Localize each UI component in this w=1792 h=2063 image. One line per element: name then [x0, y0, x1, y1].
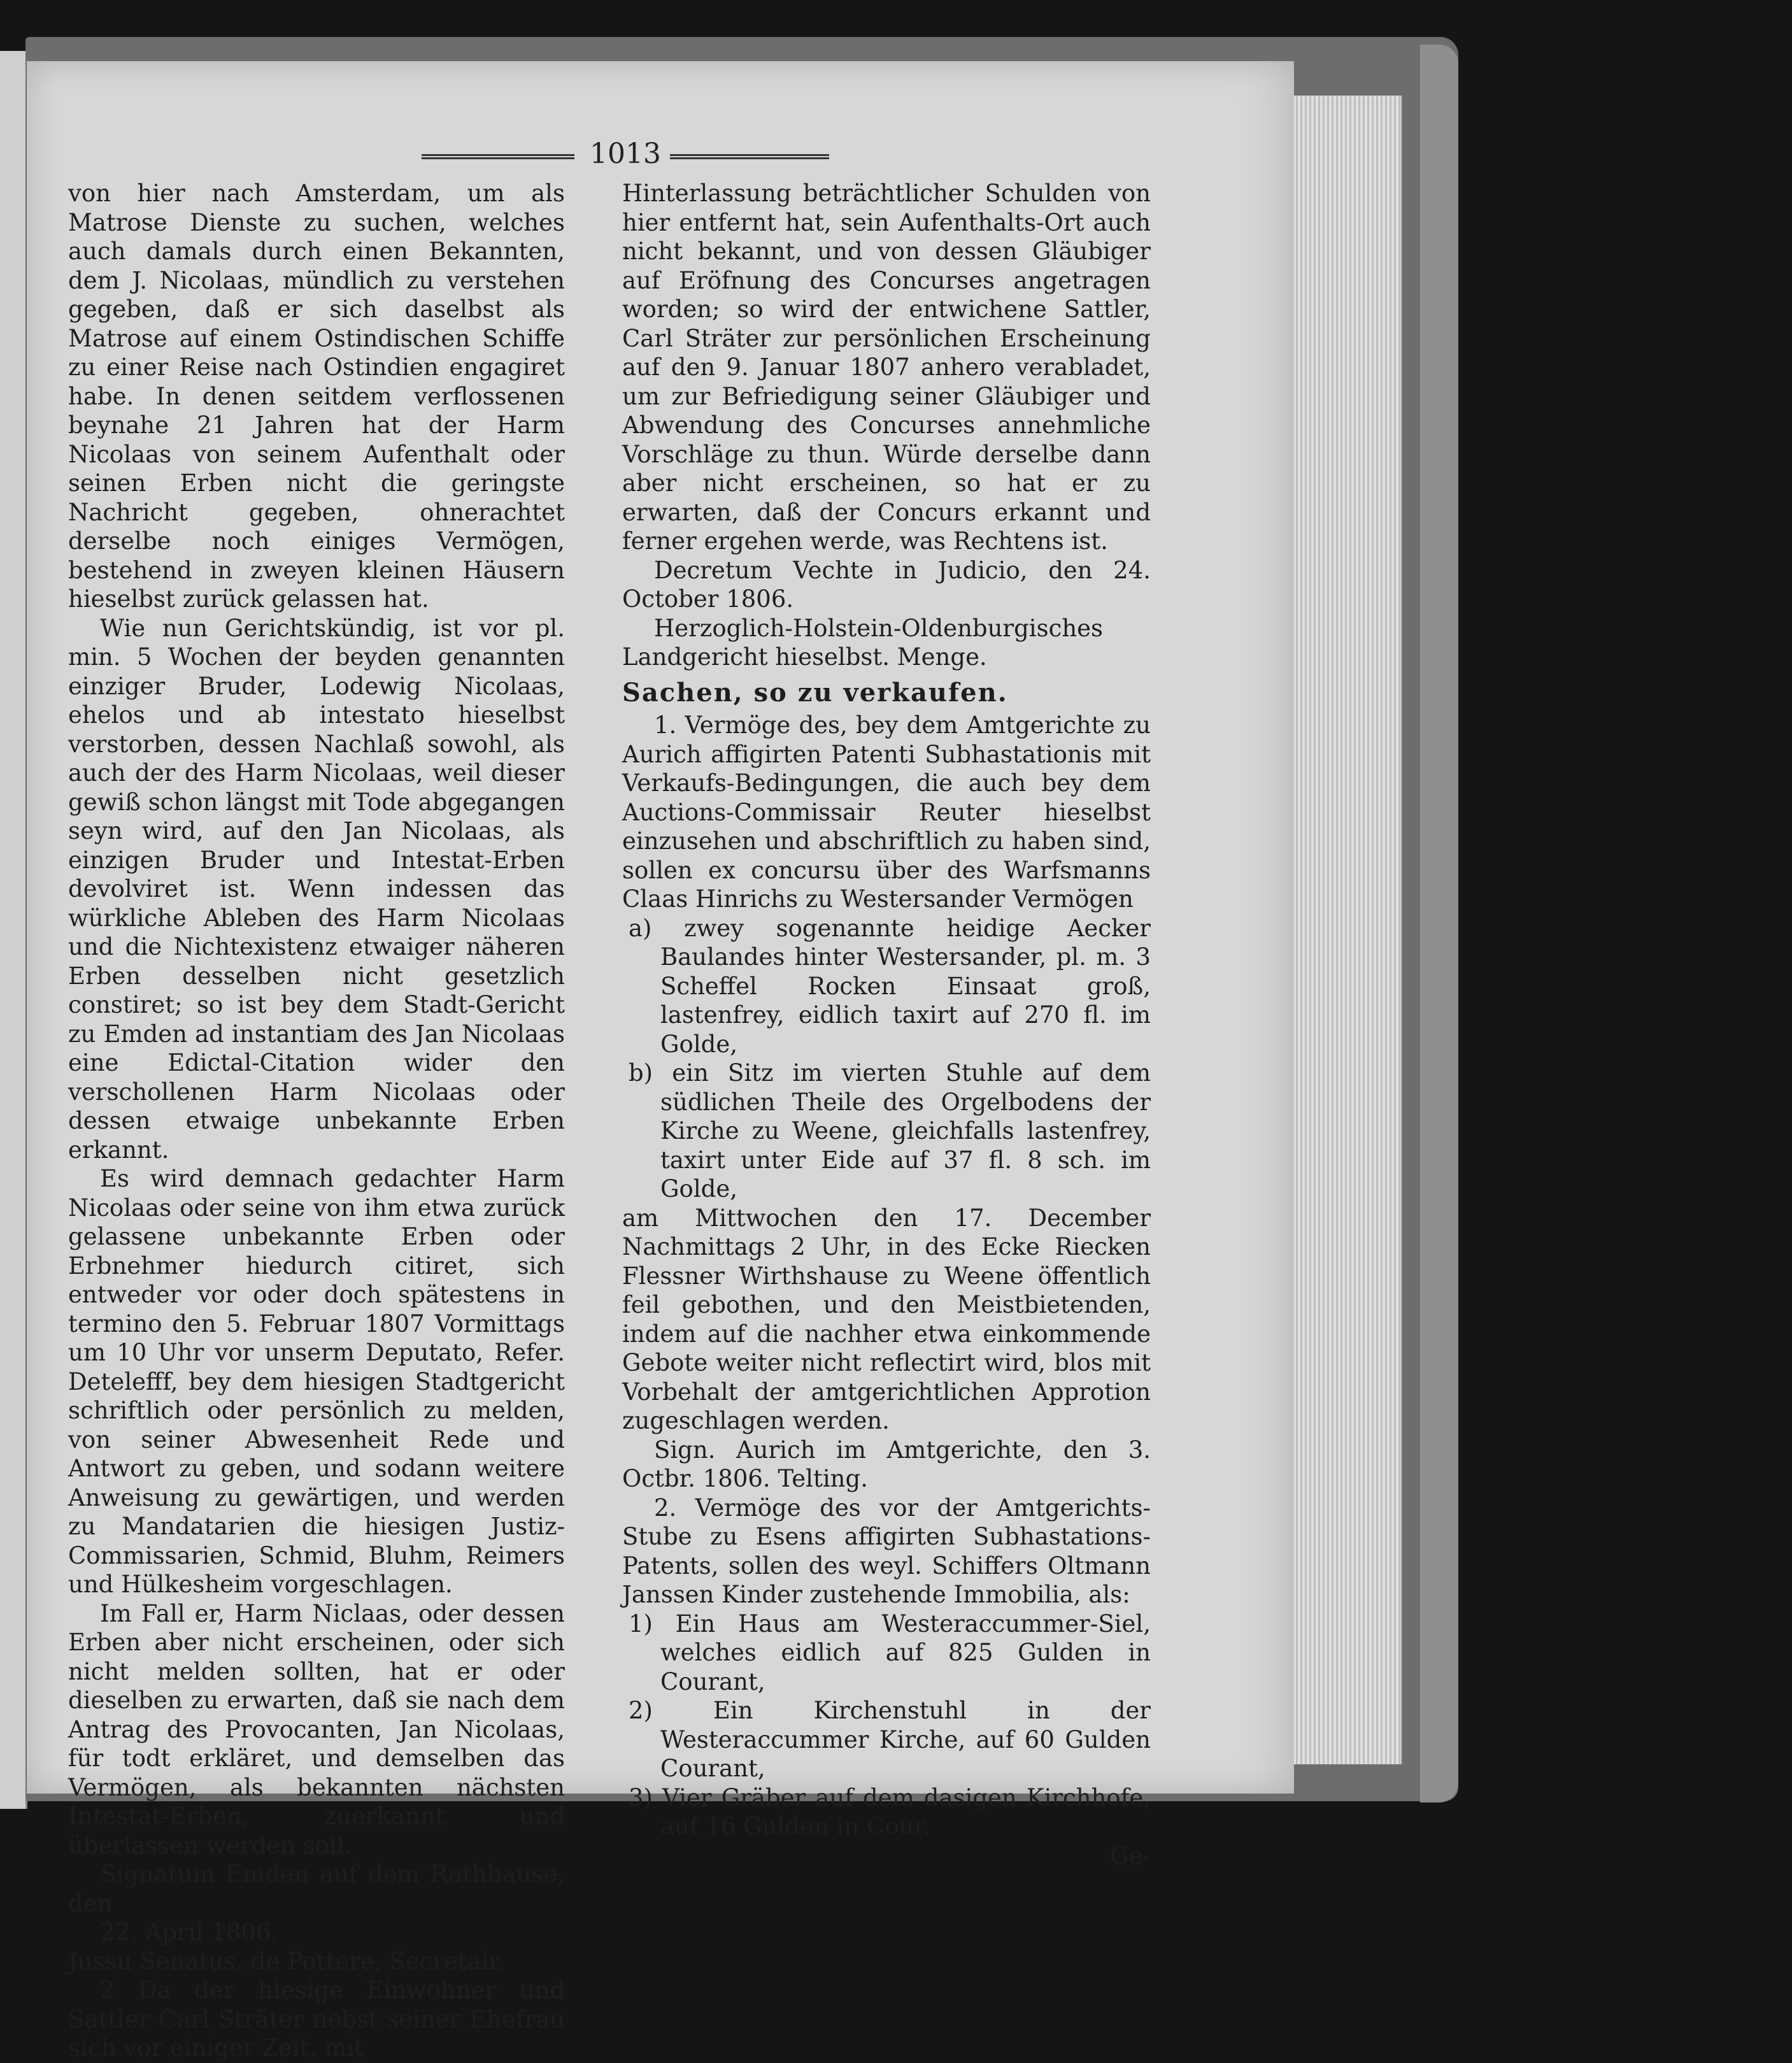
left-paragraph: Im Fall er, Harm Niclaas, oder dessen Erben aber nicht erscheinen, oder sich nicht melden sollten, hat er oder dieselben zu erwarten, daß sie nach dem Antrag des Provocanten, Jan Nicolaas, für todt erkläret, und demselben das Vermögen, als bekannten nächsten Intestat-Erben, zuerkannt und überlassen werden soll. — [68, 1599, 565, 1859]
header-rule-left — [422, 154, 574, 161]
left-paragraph: Signatum Emden auf dem Rathhause, den — [68, 1860, 565, 1917]
right-paragraph: 1. Vermöge des, bey dem Amtgerichte zu Aurich affigirten Patenti Subhastationis mit Verkaufs-Bedingungen, die auch bey dem Auctions-Commissair Reuter hieselbst einzusehen und abschriftlich zu haben sind, sollen ex concursu über des Warfsmanns Claas Hinrichs zu Westersander Vermögen — [622, 711, 1151, 913]
left-page-edge — [0, 51, 27, 1809]
right-paragraph: Hinterlassung beträchtlicher Schulden von hier entfernt hat, sein Aufenthalts-Ort auch nicht bekannt, und von dessen Gläubiger auf Eröfnung des Concurses angetragen worden; so wird der entwichene Sattler, Carl Sträter zur persönlichen Erscheinung auf den 9. Januar 1807 anhero verabladet, um zur Befriedigung seiner Gläubiger und Abwendung des Concurses annehmliche Vorschläge zu thun. Würde derselbe dann aber nicht erscheinen, so hat er zu erwarten, daß der Concurs erkannt und ferner ergehen werde, was Rechtens ist. — [622, 180, 1151, 555]
right-paragraph: 2) Ein Kirchenstuhl in der Westeraccummer Kirche, auf 60 Gulden Courant, — [629, 1697, 1151, 1782]
right-paragraph: Sachen, so zu verkaufen. — [622, 677, 1008, 708]
right-paragraph: Decretum Vechte in Judicio, den 24. October 1806. — [622, 556, 1151, 613]
page-header — [396, 138, 842, 176]
left-paragraph: Wie nun Gerichtskündig, ist vor pl. min. 5 Wochen der beyden genannten einziger Bruder, Lodewig Nicolaas, ehelos und ab intestato hieselbst verstorben, dessen Nachlaß sowohl, als auch der des Harm Nicolaas, weil dieser gewiß schon längst mit Tode abgegangen seyn wird, auf den Jan Nicolaas, als einzigen Bruder und Intestat-Erben devolviret ist. Wenn indessen das würkliche Ableben des Harm Nicolaas und die Nichtexistenz etwaiger näheren Erben desselben nicht gesetzlich constiret; so ist bey dem Stadt-Gericht zu Emden ad instantiam des Jan Nicolaas eine Edictal-Citation wider den verschollenen Harm Nicolaas oder dessen etwaige unbekannte Erben erkannt. — [68, 614, 565, 1164]
right-paragraph: 2. Vermöge des vor der Amtgerichts-Stube zu Esens affigirten Subhastations-Patents, sollen des weyl. Schiffers Oltmann Janssen Kinder zustehende Immobilia, als: — [622, 1494, 1151, 1608]
right-paragraph: b) ein Sitz im vierten Stuhle auf dem südlichen Theile des Orgelbodens der Kirche zu Weene, gleichfalls lastenfrey, taxirt unter Eide auf 37 fl. 8 sch. im Golde, — [629, 1059, 1151, 1203]
right-paragraph: Sign. Aurich im Amtgerichte, den 3. Octbr. 1806. Telting. — [622, 1436, 1151, 1492]
header-rule-right — [670, 154, 829, 161]
left-paragraph: 22. April 1806. — [100, 1918, 279, 1946]
right-paragraph: am Mittwochen den 17. December Nachmittags 2 Uhr, in des Ecke Riecken Flessner Wirthshause zu Weene öffentlich feil gebothen, und den Meistbietenden, indem auf die nachher etwa einkommende Gebote weiter nicht reflectirt wird, blos mit Vorbehalt der amtgerichtlichen Approtion zugeschlagen werden. — [622, 1204, 1151, 1434]
book-cover-edge — [1420, 45, 1458, 1802]
page-number: 1013 — [590, 138, 661, 170]
left-paragraph: Jussu Senatus. de Pottere, Secretair. — [68, 1947, 506, 1975]
left-paragraph: von hier nach Amsterdam, um als Matrose Dienste zu suchen, welches auch damals durch einen Bekannten, dem J. Nicolaas, mündlich zu verstehen gegeben, daß er sich daselbst als Matrose auf einem Ostindischen Schiffe zu einer Reise nach Ostindien engagiret habe. In denen seitdem verflossenen beynahe 21 Jahren hat der Harm Nicolaas von seinem Aufenthalt oder seinen Erben nicht die geringste Nachricht gegeben, ohnerachtet derselbe noch einiges Vermögen, bestehend in zweyen kleinen Häusern hieselbst zurück gelassen hat. — [68, 180, 565, 613]
book-page — [27, 61, 1294, 2062]
right-paragraph: Herzoglich-Holstein-Oldenburgisches Landgericht hieselbst. Menge. — [622, 614, 1104, 671]
right-column — [622, 179, 1151, 1870]
right-paragraph: 1) Ein Haus am Westeraccummer-Siel, welches eidlich auf 825 Gulden in Courant, — [629, 1610, 1151, 1695]
right-paragraph: 3) Vier Gräber auf dem dasigen Kirchhofe, auf 16 Gulden in Cour. — [629, 1783, 1151, 1840]
left-column — [68, 179, 565, 2063]
right-paragraph: Ge- — [1110, 1841, 1151, 1869]
right-paragraph: a) zwey sogenannte heidige Aecker Baulandes hinter Westersander, pl. m. 3 Scheffel Rocken Einsaat groß, lastenfrey, eidlich taxirt auf 270 fl. im Golde, — [629, 914, 1151, 1058]
left-paragraph: 2 Da der hiesige Einwohner und Sattler Carl Sträter nebst seiner Ehefrau sich vor einiger Zeit, mit — [68, 1976, 565, 2062]
left-paragraph: Es wird demnach gedachter Harm Nicolaas oder seine von ihm etwa zurück gelassene unbekannte Erben oder Erbnehmer hiedurch citiret, sich entweder vor oder doch spätestens in termino den 5. Februar 1807 Vormittags um 10 Uhr vor unserm Deputato, Refer. Detelefff, bey dem hiesigen Stadtgericht schriftlich oder persönlich zu melden, von seiner Abwesenheit Rede und Antwort zu geben, und sodann weitere Anweisung zu gewärtigen, und werden zu Mandatarien die hiesigen Justiz-Commissarien, Schmid, Bluhm, Reimers und Hülkesheim vorgeschlagen. — [68, 1165, 565, 1598]
